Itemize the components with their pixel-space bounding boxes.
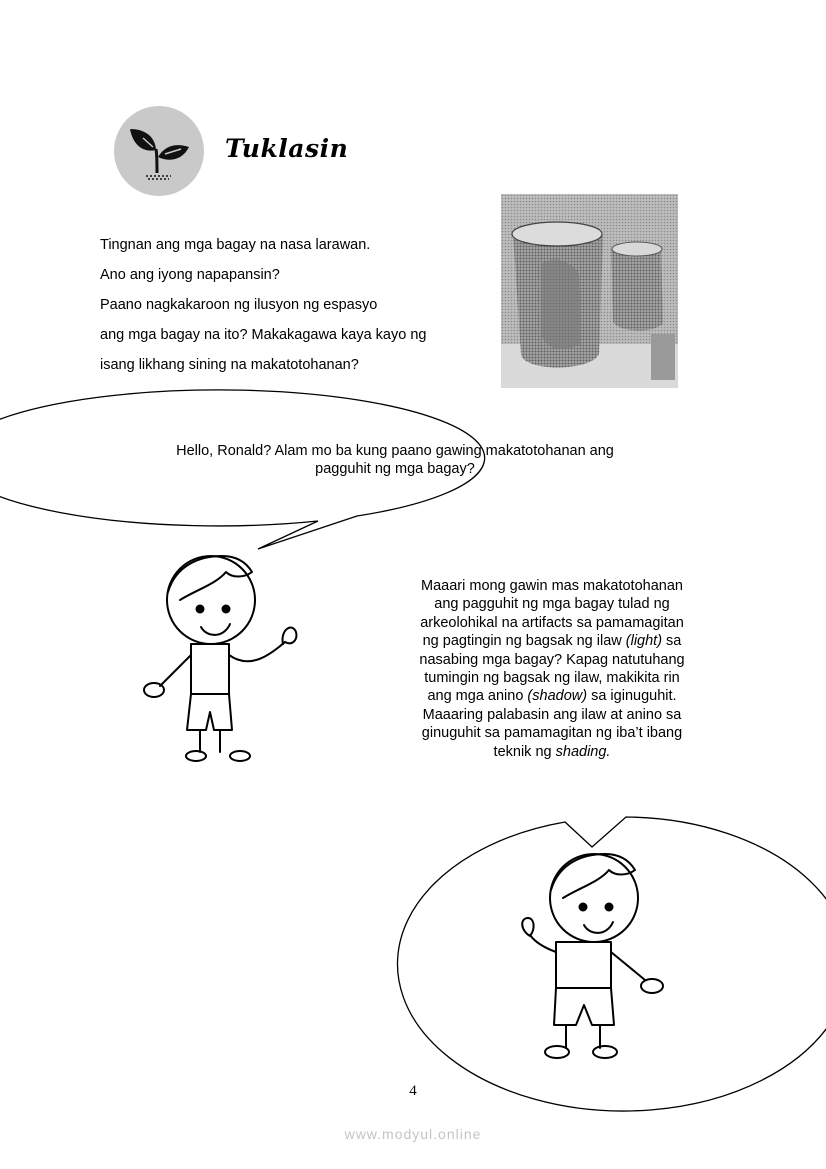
text-run: ng pagtingin ng bagsak ng ilaw [422,633,626,650]
bubble-line: pagguhit ng mga bagay? [315,461,475,477]
emphasis-light: (light) [625,633,663,650]
bubble-line: ginuguhit sa pamamagitan ng iba’t ibang [421,725,683,742]
bubble-line [392,743,712,761]
bubble-line: Hello, Ronald? Alam mo ba kung paano gawing makatotohanan ang [176,443,614,459]
text-run: ang mga anino [427,688,528,705]
intro-line: ang mga bagay na ito? Makakagawa kaya kayo ng [100,327,427,343]
text-run: sa iginuguhit. [587,688,677,705]
intro-line: isang likhang sining na makatotohanan? [100,357,359,373]
bubble-line [392,632,712,650]
bubble-line: Maaari mong gawin mas makatotohanan [421,578,683,594]
emphasis-shading: shading. [555,743,611,760]
bubble-line: ang pagguhit ng mga bagay tulad ng [434,596,670,613]
text-run: sa [662,633,682,650]
bubble-line: arkeolohikal na artifacts sa pamamagitan [420,614,684,631]
bubble-line [392,687,712,705]
intro-line: Paano nagkakaroon ng ilusyon ng espasyo [100,297,378,313]
watermark: www.modyul.online [344,1126,482,1142]
intro-line: Ano ang iyong napapansin? [100,267,280,283]
intro-line: Tingnan ang mga bagay na nasa larawan. [100,237,371,253]
bubble-line: nasabing mga bagay? Kapag natutuhang [419,651,685,668]
page-number: 4 [409,1083,417,1099]
section-title: Tuklasin [225,134,349,163]
speech-bubble-2-text [392,577,712,761]
bubble-line: tumingin ng bagsak ng ilaw, makikita rin [424,670,680,687]
bubble-line: Maaaring palabasin ang ilaw at anino sa [422,706,682,723]
stick-figure-left [144,556,296,761]
emphasis-shadow: (shadow) [527,688,588,705]
text-run: teknik ng [493,743,556,760]
speech-bubble-1-text [150,442,640,478]
